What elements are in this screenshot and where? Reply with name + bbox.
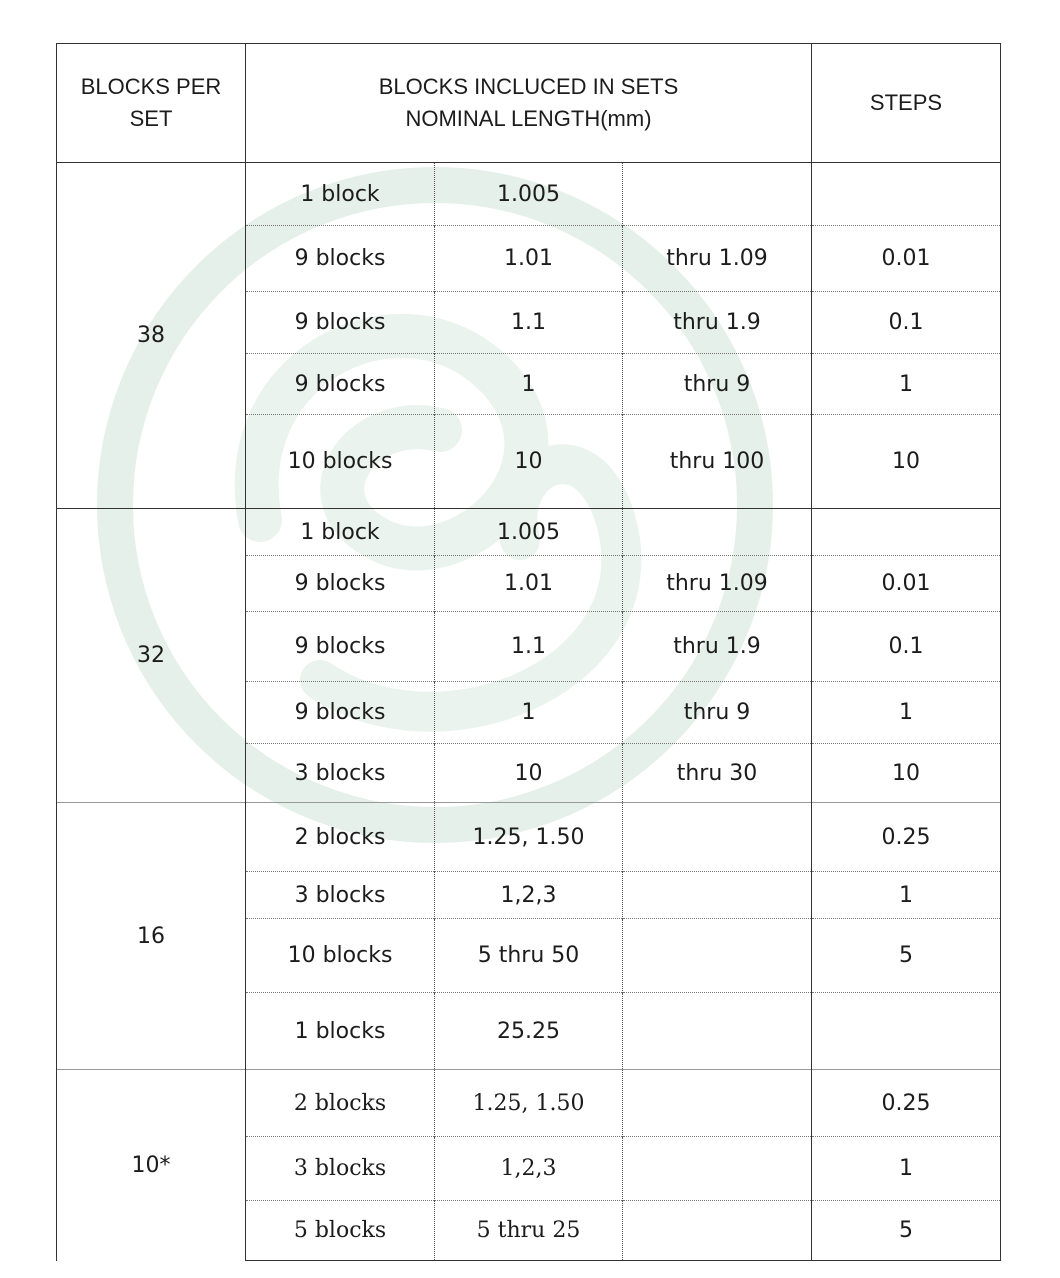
gauge-block-set-table	[56, 43, 1001, 1261]
set-size-cell: 32	[57, 509, 246, 803]
set-size-cell: 16	[57, 803, 246, 1070]
block-count: 1 block	[246, 163, 435, 226]
step-value: 0.25	[812, 803, 1001, 872]
nominal-length: 1.25, 1.50	[435, 803, 623, 872]
set-size-cell: 38	[57, 163, 246, 509]
nominal-length: 1,2,3	[435, 1137, 623, 1201]
nominal-length: 1	[435, 354, 623, 415]
block-count: 3 blocks	[246, 744, 435, 803]
block-count: 9 blocks	[246, 226, 435, 292]
step-value	[812, 509, 1001, 556]
nominal-length: 1.1	[435, 292, 623, 354]
length-range: thru 9	[623, 682, 812, 744]
nominal-length: 1,2,3	[435, 872, 623, 919]
nominal-length: 10	[435, 415, 623, 509]
block-count: 5 blocks	[246, 1201, 435, 1261]
length-range: thru 1.9	[623, 612, 812, 682]
header-steps: STEPS	[812, 44, 1001, 163]
step-value: 1	[812, 1137, 1001, 1201]
table-row	[57, 509, 1001, 556]
step-value: 5	[812, 1201, 1001, 1261]
block-count: 9 blocks	[246, 612, 435, 682]
step-value: 1	[812, 354, 1001, 415]
length-range: thru 1.09	[623, 226, 812, 292]
step-value: 0.01	[812, 226, 1001, 292]
length-range: thru 1.9	[623, 292, 812, 354]
nominal-length: 1.01	[435, 226, 623, 292]
length-range	[623, 509, 812, 556]
step-value: 0.1	[812, 612, 1001, 682]
block-count: 9 blocks	[246, 682, 435, 744]
nominal-length: 10	[435, 744, 623, 803]
block-count: 1 block	[246, 509, 435, 556]
length-range	[623, 803, 812, 872]
length-range	[623, 163, 812, 226]
block-count: 10 blocks	[246, 415, 435, 509]
length-range: thru 100	[623, 415, 812, 509]
step-value	[812, 993, 1001, 1070]
length-range: thru 1.09	[623, 556, 812, 612]
length-range	[623, 1137, 812, 1201]
nominal-length: 5 thru 25	[435, 1201, 623, 1261]
block-count: 3 blocks	[246, 1137, 435, 1201]
block-count: 3 blocks	[246, 872, 435, 919]
step-value	[812, 163, 1001, 226]
block-count: 9 blocks	[246, 292, 435, 354]
nominal-length: 1.005	[435, 509, 623, 556]
header-row	[57, 44, 1001, 163]
block-count: 2 blocks	[246, 1070, 435, 1137]
length-range	[623, 1070, 812, 1137]
length-range	[623, 919, 812, 993]
nominal-length: 1.01	[435, 556, 623, 612]
length-range: thru 30	[623, 744, 812, 803]
block-count: 10 blocks	[246, 919, 435, 993]
length-range	[623, 872, 812, 919]
length-range: thru 9	[623, 354, 812, 415]
table-row	[57, 803, 1001, 872]
set-size-cell: 10*	[57, 1070, 246, 1261]
block-count: 9 blocks	[246, 354, 435, 415]
nominal-length: 1.25, 1.50	[435, 1070, 623, 1137]
block-count: 9 blocks	[246, 556, 435, 612]
length-range	[623, 1201, 812, 1261]
nominal-length: 1	[435, 682, 623, 744]
header-blocks-included: BLOCKS INCLUCED IN SETS NOMINAL LENGTH(mm)	[246, 44, 812, 163]
table-row	[57, 163, 1001, 226]
step-value: 1	[812, 682, 1001, 744]
nominal-length: 5 thru 50	[435, 919, 623, 993]
step-value: 0.1	[812, 292, 1001, 354]
step-value: 10	[812, 744, 1001, 803]
step-value: 10	[812, 415, 1001, 509]
table-row	[57, 1070, 1001, 1137]
nominal-length: 1.005	[435, 163, 623, 226]
length-range	[623, 993, 812, 1070]
block-count: 1 blocks	[246, 993, 435, 1070]
step-value: 0.25	[812, 1070, 1001, 1137]
step-value: 5	[812, 919, 1001, 993]
nominal-length: 25.25	[435, 993, 623, 1070]
step-value: 1	[812, 872, 1001, 919]
block-count: 2 blocks	[246, 803, 435, 872]
header-blocks-per-set: BLOCKS PER SET	[57, 44, 246, 163]
step-value: 0.01	[812, 556, 1001, 612]
nominal-length: 1.1	[435, 612, 623, 682]
